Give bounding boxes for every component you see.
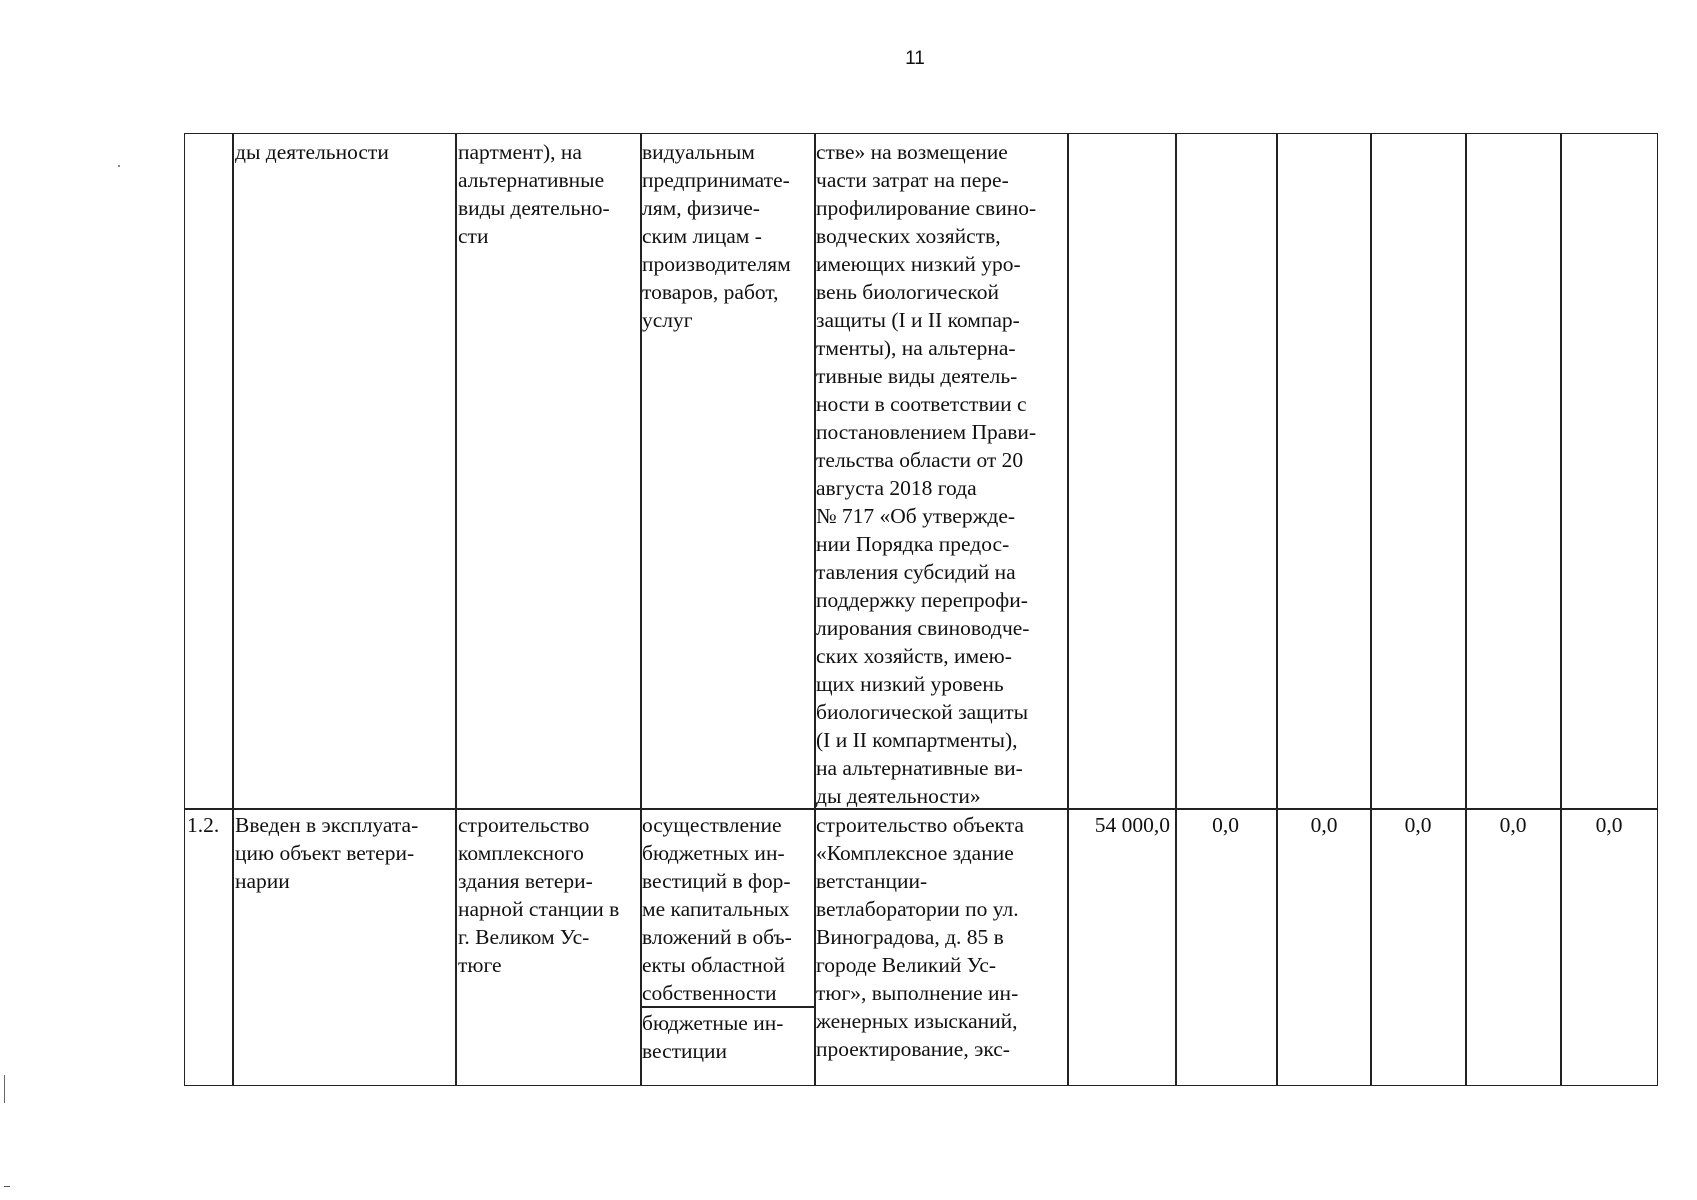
value-cell: 54 000,0 (1094, 813, 1170, 837)
value-cell: 0,0 (1499, 813, 1527, 837)
column-divider (1560, 133, 1562, 1086)
value-cell: 0,0 (1404, 813, 1432, 837)
scan-mark (118, 165, 120, 167)
type-cell: бюджетные ин- вестиции (642, 1011, 784, 1063)
value-cell: 0,0 (1310, 813, 1338, 837)
column-divider (1175, 133, 1177, 1086)
column-divider (232, 133, 234, 1086)
page-number: 11 (905, 48, 925, 69)
column-divider (1465, 133, 1467, 1086)
column-divider (1276, 133, 1278, 1086)
type-cell: видуальным предпринимате- лям, физиче- ским лицам - производителям товаров, работ, услуг (642, 140, 791, 332)
event-cell: партмент), на альтернативные виды деятельно- сти (458, 140, 610, 248)
column-divider (455, 133, 457, 1086)
column-divider (1370, 133, 1372, 1086)
description-cell: стве» на возмещение части затрат на пере- профилирование свино- водческих хозяйств, имеющих низкий уро- вень биологической защиты (I и II компар- тменты), на альтерна- тивные виды деятель- ности в соответствии с постановлением Прави- тельства области от 20 августа 2018 года № 717 «Об утвержде- нии Порядка предос- тавления субсидий на поддержку перепрофи- лирования свиноводче- ских хозяйств, имею- щих низкий уровень биологической защиты (I и II компартменты), на альтернативные ви- ды деятельности» (816, 140, 1037, 808)
row-number-cell: 1.2. (187, 813, 220, 837)
value-cell: 0,0 (1212, 813, 1239, 837)
column-divider (1067, 133, 1069, 1086)
value-cell: 0,0 (1595, 813, 1623, 837)
event-cell: строительство комплексного здания ветери- нарной станции в г. Великом Ус- тюге (458, 813, 620, 977)
result-cell: Введен в эксплуата- цию объект ветери- нарии (235, 813, 419, 893)
description-cell: строительство объекта «Комплексное здание ветстанции- ветлаборатории по ул. Виноградова, д. 85 в городе Великий Ус- тюг», выполнение ин- женерных изысканий, проектирование, экс- (816, 813, 1024, 1061)
result-cell: ды деятельности (235, 140, 389, 164)
scan-mark (4, 1186, 10, 1187)
scan-mark (4, 1075, 5, 1103)
type-cell: осуществление бюджетных ин- вестиций в фор- ме капитальных вложений в объ- екты областной собственности (642, 813, 792, 1005)
